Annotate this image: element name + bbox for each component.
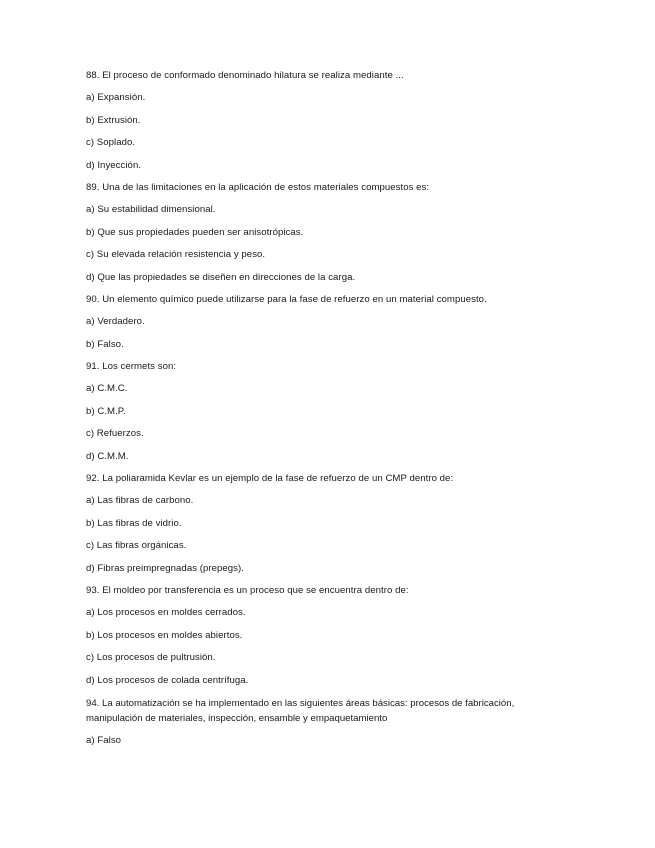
option-93-b: b) Los procesos en moldes abiertos. — [86, 629, 243, 641]
option-88-d: d) Inyección. — [86, 159, 142, 171]
option-92-a: a) Las fibras de carbono. — [86, 495, 194, 507]
question-88: 88. El proceso de conformado denominado hilatura se realiza mediante ... — [86, 70, 404, 81]
option-91-a: a) C.M.C. — [86, 383, 128, 395]
option-92-d: d) Fibras preimpregnadas (prepegs). — [86, 562, 244, 574]
option-94-a: a) Falso — [86, 734, 122, 746]
option-91-d: d) C.M.M. — [86, 450, 129, 462]
option-88-b: b) Extrusión. — [86, 114, 141, 126]
question-90: 90. Un elemento químico puede utilizarse para la fase de refuerzo en un material compuesto. — [86, 293, 487, 305]
option-89-a: a) Su estabilidad dimensional. — [86, 204, 216, 216]
question-89: 89. Una de las limitaciones en la aplicación de estos materiales compuestos es: — [86, 181, 430, 193]
option-93-c: c) Los procesos de pultrusión. — [86, 652, 216, 664]
option-92-b: b) Las fibras de vidrio. — [86, 517, 182, 529]
question-91: 91. Los cermets son: — [86, 361, 177, 373]
option-89-b: b) Que sus propiedades pueden ser anisotrópicas. — [86, 226, 304, 238]
option-89-d: d) Que las propiedades se diseñen en direcciones de la carga. — [86, 271, 356, 283]
option-90-a: a) Verdadero. — [86, 316, 145, 328]
option-88-a: a) Expansión. — [86, 92, 146, 104]
option-93-d: d) Los procesos de colada centrífuga. — [86, 674, 249, 686]
option-91-c: c) Refuerzos. — [86, 428, 144, 440]
option-92-c: c) Las fibras orgánicas. — [86, 540, 187, 552]
question-94: 94. La automatización se ha implementado en las siguientes áreas básicas: procesos de fabricación, manipulación de materiales, inspección, ensamble y empaquetamiento — [86, 697, 515, 724]
question-list — [86, 69, 576, 756]
option-89-c: c) Su elevada relación resistencia y peso. — [86, 249, 266, 261]
option-93-a: a) Los procesos en moldes cerrados. — [86, 607, 246, 619]
option-90-b: b) Falso. — [86, 338, 124, 350]
option-88-c: c) Soplado. — [86, 137, 136, 149]
option-91-b: b) C.M.P. — [86, 405, 126, 417]
question-93: 93. El moldeo por transferencia es un proceso que se encuentra dentro de: — [86, 584, 409, 596]
question-92: 92. La poliaramida Kevlar es un ejemplo de la fase de refuerzo de un CMP dentro de: — [86, 473, 454, 485]
